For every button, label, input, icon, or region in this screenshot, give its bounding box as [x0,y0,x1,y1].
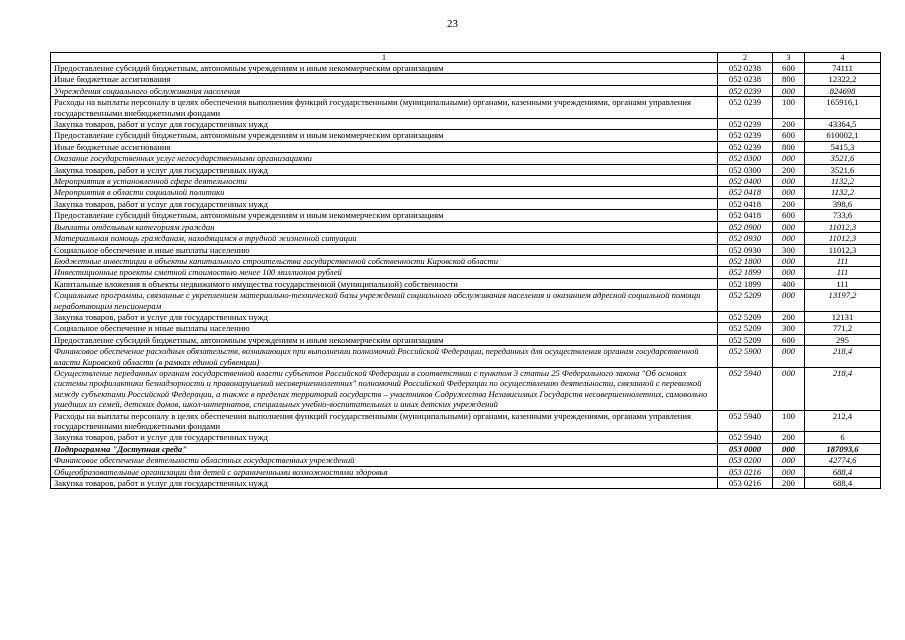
row-name: Закупка товаров, работ и услуг для государственных нужд [51,311,718,322]
row-amount: 165916,1 [805,97,881,119]
table-row [51,221,881,232]
row-name: Капитальные вложения в объекты недвижимого имущества государственной (муниципальной) собственности [51,278,718,289]
row-code: 052 5940 [718,367,773,410]
row-amount: 12322,2 [805,74,881,85]
header-col-1: 1 [51,53,718,63]
row-name: Предоставление субсидий бюджетным, автономным учреждениям и иным некоммерческим организациям [51,210,718,221]
row-code: 052 0238 [718,74,773,85]
row-code: 052 0239 [718,130,773,141]
row-name: Осуществление переданных органам государственной власти субъектов Российской Федерации в соответствии с пунктом 3 статьи 25 Федерального закона "Об основах системы профилактики безнадзорности и правонарушений несовершеннолетних" полномочий Российской Федерации по осуществлению деятельности, связанной с перевозкой между субъектами Российской Федерации, а также в пределах территорий государств – участников Содружества Независимых Государств несовершеннолетних, самовольно ушедших из семей, детских домов, школ-интернатов, специальных учебно-воспитательных и иных детских учреждений [51,367,718,410]
row-expense-type: 800 [773,141,805,152]
table-row [51,74,881,85]
table-row [51,210,881,221]
row-amount: 733,6 [805,210,881,221]
row-amount: 610002,1 [805,130,881,141]
row-amount: 42774,6 [805,455,881,466]
row-name: Закупка товаров, работ и услуг для государственных нужд [51,119,718,130]
row-amount: 12131 [805,311,881,322]
row-expense-type: 100 [773,410,805,432]
row-code: 053 0200 [718,455,773,466]
row-amount: 212,4 [805,410,881,432]
row-code: 052 0418 [718,198,773,209]
table-row [51,323,881,334]
row-amount: 111 [805,267,881,278]
row-name: Бюджетные инвестиции в объекты капитального строительства государственной собственности Кировской области [51,255,718,266]
row-code: 052 0300 [718,164,773,175]
row-expense-type: 300 [773,244,805,255]
row-amount: 218,4 [805,346,881,368]
table-row [51,410,881,432]
row-amount: 11012,3 [805,244,881,255]
row-name: Общеобразовательные организации для детей с ограниченными возможностями здоровья [51,466,718,477]
row-name: Учреждения социального обслуживания населения [51,85,718,96]
table-row [51,278,881,289]
row-amount: 1132,2 [805,187,881,198]
row-name: Инвестиционные проекты сметной стоимостью менее 100 миллионов рублей [51,267,718,278]
table-row [51,290,881,312]
row-amount: 295 [805,334,881,345]
row-name: Подпрограмма "Доступная среда" [51,443,718,454]
table-row [51,153,881,164]
row-amount: 688,4 [805,466,881,477]
table-row [51,187,881,198]
table-row [51,244,881,255]
page-number: 23 [447,18,458,30]
row-name: Социальное обеспечение и иные выплаты населению [51,244,718,255]
row-code: 053 0000 [718,443,773,454]
row-amount: 111 [805,278,881,289]
row-code: 052 0400 [718,176,773,187]
row-code: 053 0216 [718,466,773,477]
row-expense-type: 600 [773,334,805,345]
row-code: 052 0418 [718,210,773,221]
row-name: Выплаты отдельным категориям граждан [51,221,718,232]
row-amount: 11012,3 [805,233,881,244]
row-amount: 1132,2 [805,176,881,187]
row-name: Предоставление субсидий бюджетным, автономным учреждениям и иным некоммерческим организациям [51,334,718,345]
table-row [51,97,881,119]
table-row [51,233,881,244]
row-expense-type: 200 [773,164,805,175]
row-amount: 13197,2 [805,290,881,312]
row-expense-type: 000 [773,255,805,266]
row-name: Мероприятия в области социальной политики [51,187,718,198]
table-row [51,176,881,187]
row-code: 052 1899 [718,267,773,278]
row-code: 053 0216 [718,478,773,489]
table-row [51,346,881,368]
row-expense-type: 200 [773,432,805,443]
table-body [51,63,881,489]
row-name: Социальные программы, связанные с укреплением материально-технической базы учреждений социального обслуживания населения и оказанием адресной социальной помощи неработающим пенсионерам [51,290,718,312]
row-code: 052 0238 [718,63,773,74]
row-code: 052 1800 [718,255,773,266]
row-expense-type: 600 [773,130,805,141]
row-amount: 398,6 [805,198,881,209]
row-expense-type: 200 [773,119,805,130]
row-expense-type: 000 [773,267,805,278]
row-code: 052 0930 [718,233,773,244]
table-row [51,255,881,266]
row-expense-type: 800 [773,74,805,85]
row-code: 052 5209 [718,290,773,312]
row-amount: 824698 [805,85,881,96]
row-amount: 74111 [805,63,881,74]
row-amount: 3521,6 [805,164,881,175]
row-expense-type: 000 [773,85,805,96]
table-row [51,432,881,443]
row-code: 052 0930 [718,244,773,255]
row-expense-type: 600 [773,63,805,74]
row-expense-type: 000 [773,367,805,410]
row-amount: 3521,6 [805,153,881,164]
budget-table [50,52,881,489]
table-row [51,130,881,141]
table-row [51,334,881,345]
row-expense-type: 000 [773,466,805,477]
row-name: Материальная помощь гражданам, находящимся в трудной жизненной ситуации [51,233,718,244]
row-code: 052 5209 [718,311,773,322]
row-amount: 6 [805,432,881,443]
row-code: 052 0239 [718,141,773,152]
row-amount: 43364,5 [805,119,881,130]
table-row [51,63,881,74]
row-expense-type: 200 [773,198,805,209]
row-amount: 187093,6 [805,443,881,454]
row-expense-type: 000 [773,290,805,312]
row-amount: 11012,3 [805,221,881,232]
row-code: 052 0900 [718,221,773,232]
row-name: Иные бюджетные ассигнования [51,141,718,152]
row-code: 052 5900 [718,346,773,368]
row-name: Расходы на выплаты персоналу в целях обеспечения выполнения функций государственными (муниципальными) органами, казенными учреждениями, органами управления государственными внебюджетными фондами [51,97,718,119]
row-code: 052 0239 [718,119,773,130]
table-row [51,478,881,489]
row-name: Закупка товаров, работ и услуг для государственных нужд [51,432,718,443]
table-row [51,311,881,322]
table-row [51,455,881,466]
row-code: 052 0300 [718,153,773,164]
header-col-2: 2 [718,53,773,63]
row-expense-type: 400 [773,278,805,289]
row-expense-type: 200 [773,311,805,322]
row-name: Предоставление субсидий бюджетным, автономным учреждениям и иным некоммерческим организациям [51,63,718,74]
row-expense-type: 000 [773,233,805,244]
row-expense-type: 100 [773,97,805,119]
row-code: 052 0239 [718,85,773,96]
row-expense-type: 000 [773,455,805,466]
row-expense-type: 600 [773,210,805,221]
row-name: Социальное обеспечение и иные выплаты населению [51,323,718,334]
row-name: Финансовое обеспечение деятельности областных государственных учреждений [51,455,718,466]
row-amount: 5415,3 [805,141,881,152]
row-code: 052 5209 [718,334,773,345]
row-name: Закупка товаров, работ и услуг для государственных нужд [51,478,718,489]
row-name: Предоставление субсидий бюджетным, автономным учреждениям и иным некоммерческим организациям [51,130,718,141]
header-col-3: 3 [773,53,805,63]
table-row [51,141,881,152]
row-name: Мероприятия в установленной сфере деятельности [51,176,718,187]
table-row [51,367,881,410]
header-row [51,53,881,63]
header-col-4: 4 [805,53,881,63]
row-name: Иные бюджетные ассигнования [51,74,718,85]
row-code: 052 1899 [718,278,773,289]
row-name: Оказание государственных услуг негосударственными организациями [51,153,718,164]
row-expense-type: 000 [773,346,805,368]
row-expense-type: 000 [773,443,805,454]
row-amount: 688,4 [805,478,881,489]
row-expense-type: 000 [773,153,805,164]
row-name: Закупка товаров, работ и услуг для государственных нужд [51,198,718,209]
row-expense-type: 200 [773,478,805,489]
table-row [51,198,881,209]
row-code: 052 5940 [718,432,773,443]
table-row [51,267,881,278]
row-code: 052 5940 [718,410,773,432]
row-amount: 111 [805,255,881,266]
row-expense-type: 300 [773,323,805,334]
row-code: 052 0239 [718,97,773,119]
table-row [51,443,881,454]
row-expense-type: 000 [773,221,805,232]
row-expense-type: 000 [773,187,805,198]
table-row [51,466,881,477]
table-row [51,164,881,175]
row-amount: 771,2 [805,323,881,334]
row-name: Финансовое обеспечение расходных обязательств, возникающих при выполнении полномочий Российской Федерации, переданных для осуществления органам государственной власти Кировской области (в рамках единой субвенции) [51,346,718,368]
row-name: Расходы на выплаты персоналу в целях обеспечения выполнения функций государственными (муниципальными) органами, казенными учреждениями, органами управления государственными внебюджетными фондами [51,410,718,432]
table-row [51,119,881,130]
row-code: 052 0418 [718,187,773,198]
row-expense-type: 000 [773,176,805,187]
table-row [51,85,881,96]
row-amount: 218,4 [805,367,881,410]
row-name: Закупка товаров, работ и услуг для государственных нужд [51,164,718,175]
row-code: 052 5209 [718,323,773,334]
